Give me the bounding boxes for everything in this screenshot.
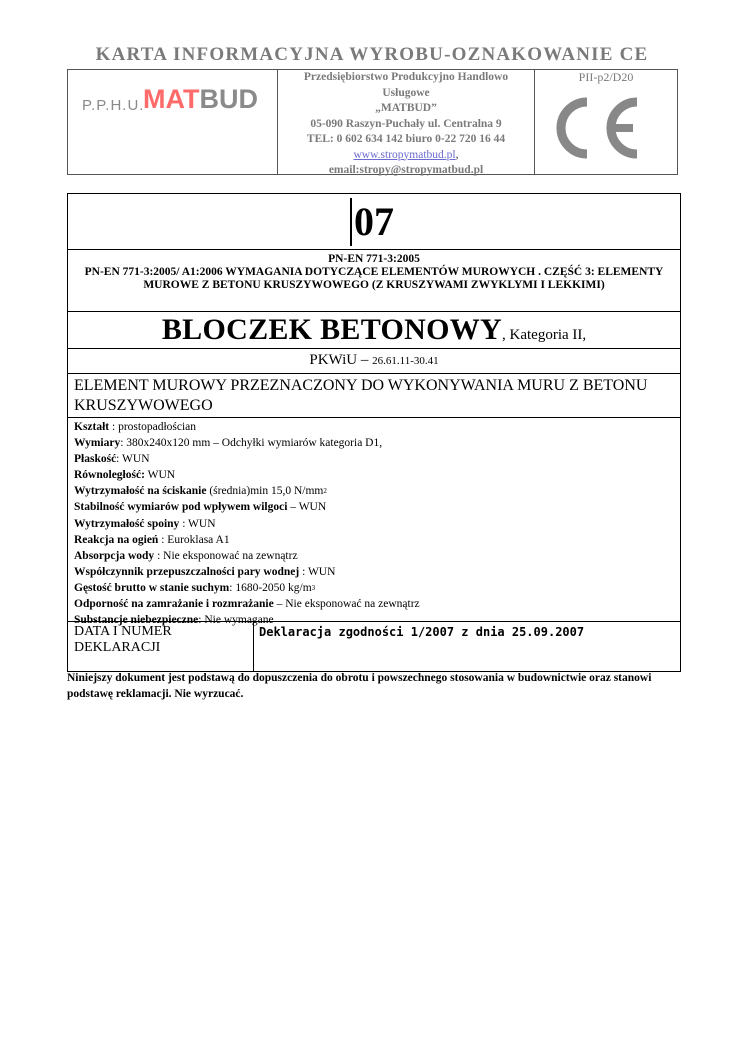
property-item: Wymiary: 380x240x120 mm – Odchyłki wymiarów kategoria D1, <box>74 437 383 450</box>
company-email: email:stropy@stropymatbud.pl <box>328 164 484 176</box>
card-number-row <box>68 194 680 250</box>
header-box <box>67 69 678 175</box>
website-separator: , <box>455 148 459 161</box>
product-card <box>67 193 681 672</box>
property-item: Substancje niebezpieczne: Nie wymagane <box>74 614 274 627</box>
properties-list <box>68 418 680 627</box>
property-item: Wytrzymałość na ściskanie (średnia)min 15,0 $N/mm^2$ <box>74 485 327 498</box>
superscript: 2 <box>323 487 327 496</box>
property-item: Płaskość: WUN <box>74 453 150 466</box>
company-info <box>278 70 535 174</box>
property-item: Reakcja na ogień : Euroklasa A1 <box>74 533 230 546</box>
logo-brand-mat: MAT <box>143 84 200 114</box>
footer-note: Niniejszy dokument jest podstawą do dopuszczenia do obrotu i powszechnego stosowania w budownictwie oraz stanowi podstawę reklamacji. Nie wyrzucać. <box>67 672 652 700</box>
product-name-row <box>68 312 680 349</box>
property-item: Równoległość: WUN <box>74 469 176 482</box>
company-phone: TEL: 0 602 634 142 biuro 0-22 720 16 44 <box>306 133 506 145</box>
property-item: Wytrzymałość spoiny : WUN <box>74 517 216 530</box>
logo-brand <box>143 84 258 115</box>
company-logo <box>68 70 278 174</box>
company-name-line1: Przedsiębiorstwo Produkcyjno Handlowo <box>303 71 509 83</box>
product-description: ELEMENT MUROWY PRZEZNACZONY DO WYKONYWANIA MURU Z BETONU KRUSZYWOWEGO <box>68 374 680 418</box>
product-name: BLOCZEK BETONOWY <box>161 313 503 346</box>
norm-row <box>68 250 680 312</box>
property-item: Stabilność wymiarów pod wpływem wilgoci – WUN <box>74 501 327 514</box>
ce-mark-icon <box>545 94 645 162</box>
document-code: PII-p2/D20 <box>578 70 634 84</box>
declaration-row <box>68 622 680 671</box>
company-website-link[interactable]: www.stropymatbud.pl <box>353 148 456 161</box>
property-item: Gęstość brutto w stanie suchym: 1680-2050 $kg/m^3$ <box>74 581 316 594</box>
company-name-line3: „MATBUD” <box>375 102 437 114</box>
product-category: , Kategoria II, <box>502 327 587 343</box>
declaration-label: DATA I NUMER DEKLARACJI <box>68 622 254 671</box>
logo-brand-bud: BUD <box>199 84 258 114</box>
property-item: Odporność na zamrażanie i rozmrażanie – Nie eksponować na zewnątrz <box>74 598 420 611</box>
company-name-line2: Usługowe <box>382 86 430 99</box>
text-cursor <box>350 198 352 246</box>
property-item: Kształt : prostopadłościan <box>74 421 197 433</box>
document-title: KARTA INFORMACYJNA WYROBU-OZNAKOWANIE CE <box>95 44 649 65</box>
logo-prefix: P.P.H.U. <box>82 97 145 114</box>
pkwiu-label: PKWiU – <box>309 352 369 368</box>
ce-box <box>535 70 677 174</box>
property-item: Współczynnik przepuszczalności pary wodnej : WUN <box>74 565 336 578</box>
company-address: 05-090 Raszyn-Puchały ul. Centralna 9 <box>310 117 502 130</box>
superscript: 3 <box>311 583 316 592</box>
norm-line1: PN-EN 771-3:2005 <box>328 253 420 265</box>
norm-line2: PN-EN 771-3:2005/ A1:2006 WYMAGANIA DOTYCZĄCE ELEMENTÓW MUROWYCH . CZĘŚĆ 3: ELEMENTY MUROWE Z BETONU KRUSZYWOWEGO (Z KRUSZYWAMI ZWYKLYMI I LEKKIMI) <box>84 266 664 291</box>
pkwiu-row <box>68 349 680 374</box>
declaration-value: Deklaracja zgodności 1/2007 z dnia 25.09.2007 <box>259 625 585 639</box>
property-item: Absorpcja wody : Nie eksponować na zewnątrz <box>74 549 298 562</box>
card-number: 07 <box>354 199 394 244</box>
pkwiu-code: 26.61.11-30.41 <box>372 355 439 367</box>
